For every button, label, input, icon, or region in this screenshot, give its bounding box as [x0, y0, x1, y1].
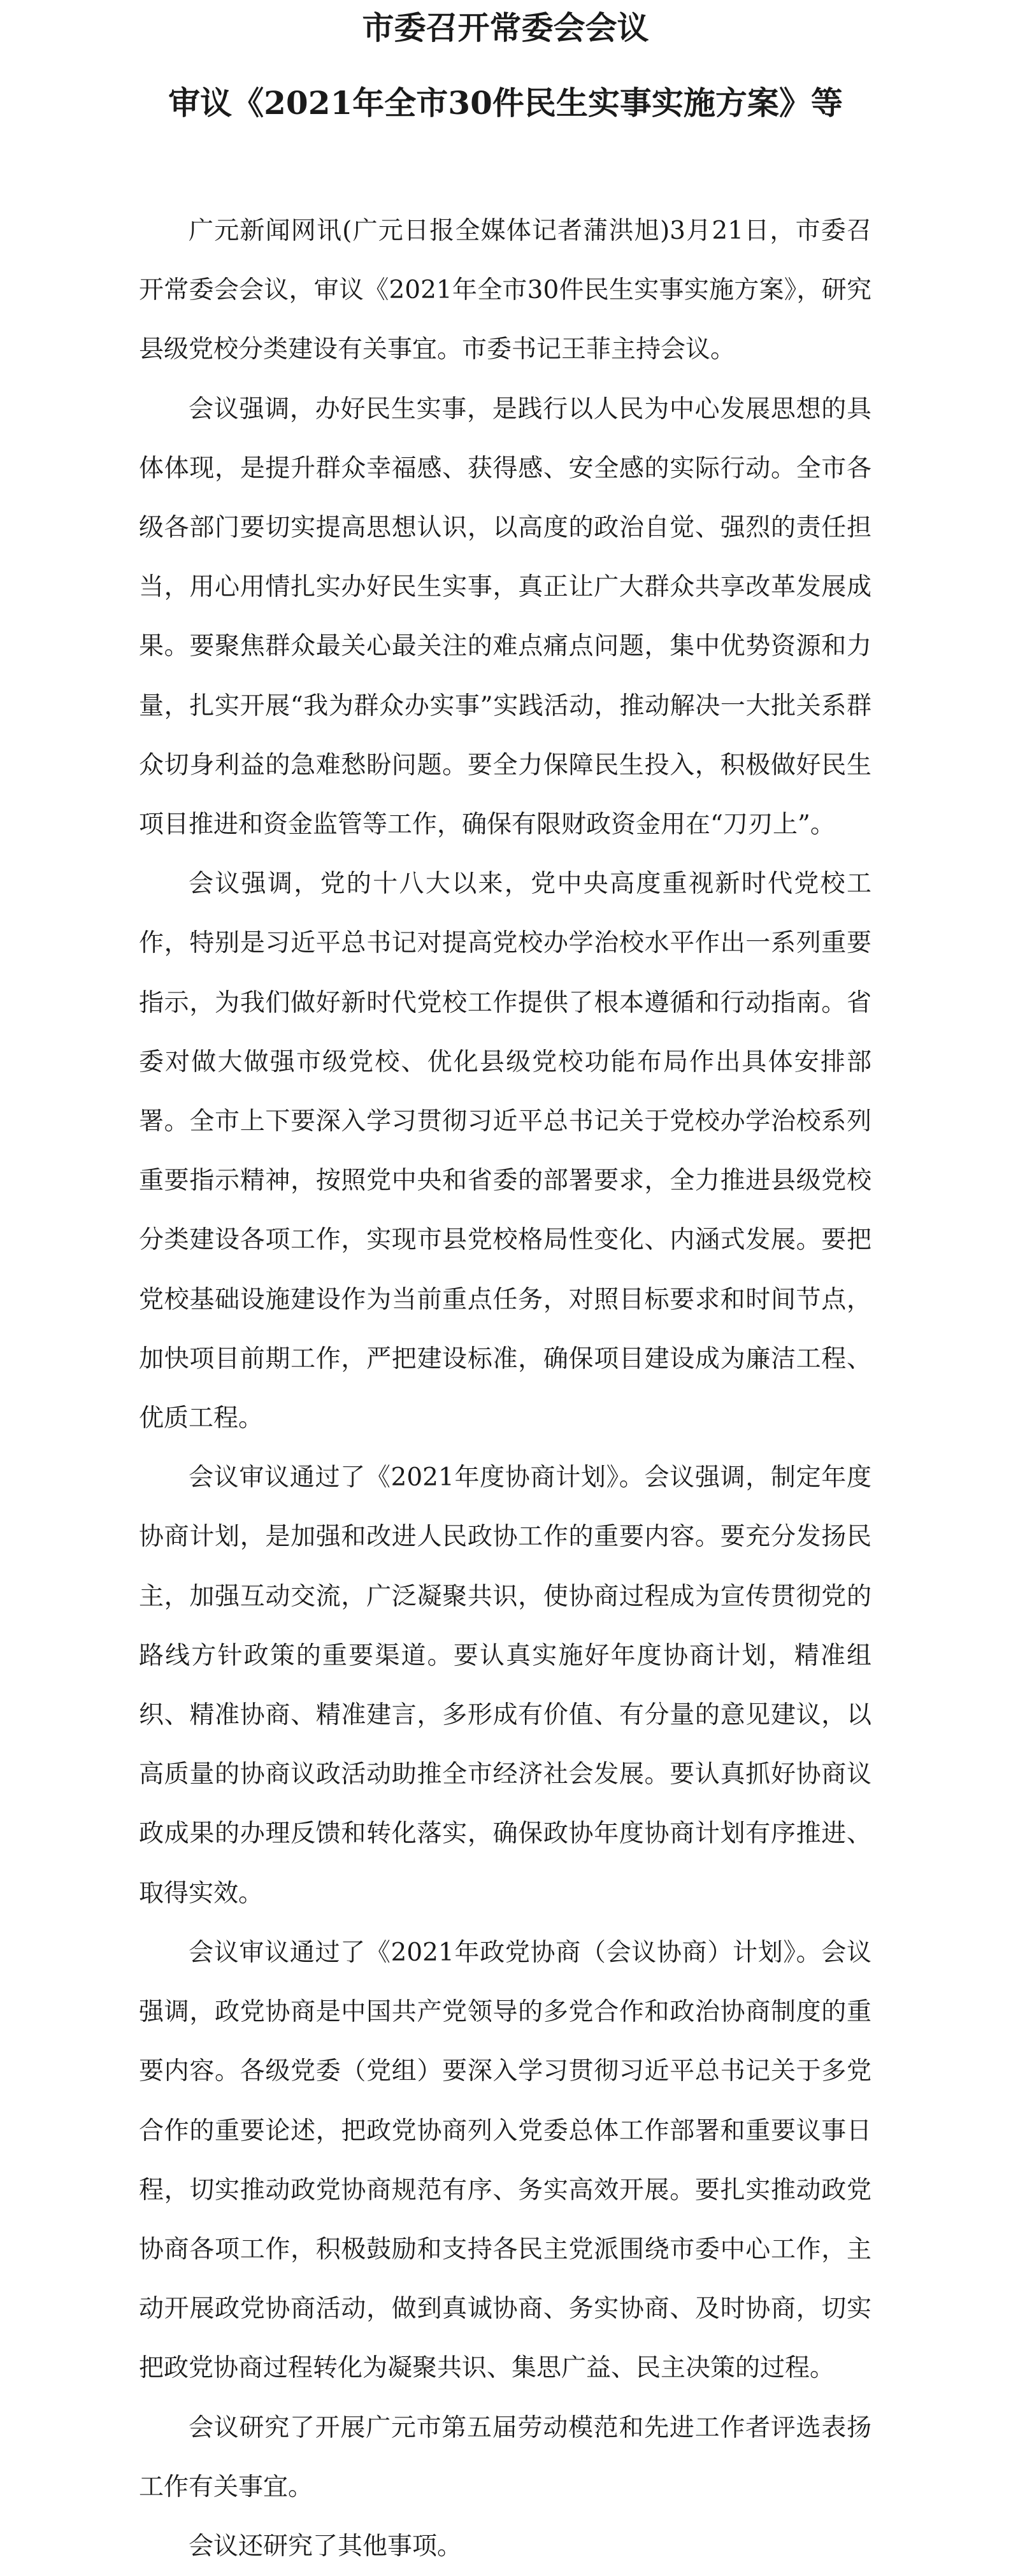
paragraph-livelihood: 会议强调，办好民生实事，是践行以人民为中心发展思想的具体体现，是提升群众幸福感、获得感、安全感的实际行动。全市各级各部门要切实提高思想认识，以高度的政治自觉、强烈的责任担当，用心用情扎实办好民生实事，真正让广大群众共享改革发展成果。要聚焦群众最关心最关注的难点痛点问题，集中优势资源和力量，扎实开展“我为群众办实事”实践活动，推动解决一大批关系群众切身利益的急难愁盼问题。要全力保障民生投入，积极做好民生项目推进和资金监管等工作，确保有限财政资金用在“刀刃上”。: [139, 394, 871, 840]
paragraph-party-consultation: 会议审议通过了《2021年政党协商（会议协商）计划》。会议强调，政党协商是中国共产党领导的多党合作和政治协商制度的重要内容。各级党委（党组）要深入学习贯彻习近平总书记关于多党合作的重要论述，把政党协商列入党委总体工作部署和重要议事日程，切实推动政党协商规范有序、务实高效开展。要扎实推动政党协商各项工作，积极鼓励和支持各民主党派围绕市委中心工作，主动开展政党协商活动，做到真诚协商、务实协商、及时协商，切实把政党协商过程转化为凝聚共识、集思广益、民主决策的过程。: [139, 1938, 871, 2383]
paragraph-consultation-plan: 会议审议通过了《2021年度协商计划》。会议强调，制定年度协商计划，是加强和改进人民政协工作的重要内容。要充分发扬民主，加强互动交流，广泛凝聚共识，使协商过程成为宣传贯彻党的路线方针政策的重要渠道。要认真实施好年度协商计划，精准组织、精准协商、精准建言，多形成有价值、有分量的意见建议，以高质量的协商议政活动助推全市经济社会发展。要认真抓好协商议政成果的办理反馈和转化落实，确保政协年度协商计划有序推进、取得实效。: [139, 1463, 871, 1908]
paragraph-model-workers: 会议研究了开展广元市第五届劳动模范和先进工作者评选表扬工作有关事宜。: [139, 2413, 871, 2501]
paragraph-other-matters: 会议还研究了其他事项。: [189, 2531, 462, 2561]
subheadline: 审议《2021年全市30件民生实事实施方案》等: [168, 84, 843, 122]
paragraph-lead: 广元新闻网讯(广元日报全媒体记者蒲洪旭)3月21日，市委召开常委会会议，审议《2021年全市30件民生实事实施方案》，研究县级党校分类建设有关事宜。市委书记王菲主持会议。: [139, 217, 871, 364]
article-body: [139, 201, 871, 2576]
paragraph-party-school: 会议强调，党的十八大以来，党中央高度重视新时代党校工作，特别是习近平总书记对提高党校办学治校水平作出一系列重要指示，为我们做好新时代党校工作提供了根本遵循和行动指南。省委对做大做强市级党校、优化县级党校功能布局作出具体安排部署。全市上下要深入学习贯彻习近平总书记关于党校办学治校系列重要指示精神，按照党中央和省委的部署要求，全力推进县级党校分类建设各项工作，实现市县党校格局性变化、内涵式发展。要把党校基础设施建设作为当前重点任务，对照目标要求和时间节点，加快项目前期工作，严把建设标准，确保项目建设成为廉洁工程、优质工程。: [139, 869, 871, 1433]
headline: 市委召开常委会会议: [362, 9, 649, 47]
